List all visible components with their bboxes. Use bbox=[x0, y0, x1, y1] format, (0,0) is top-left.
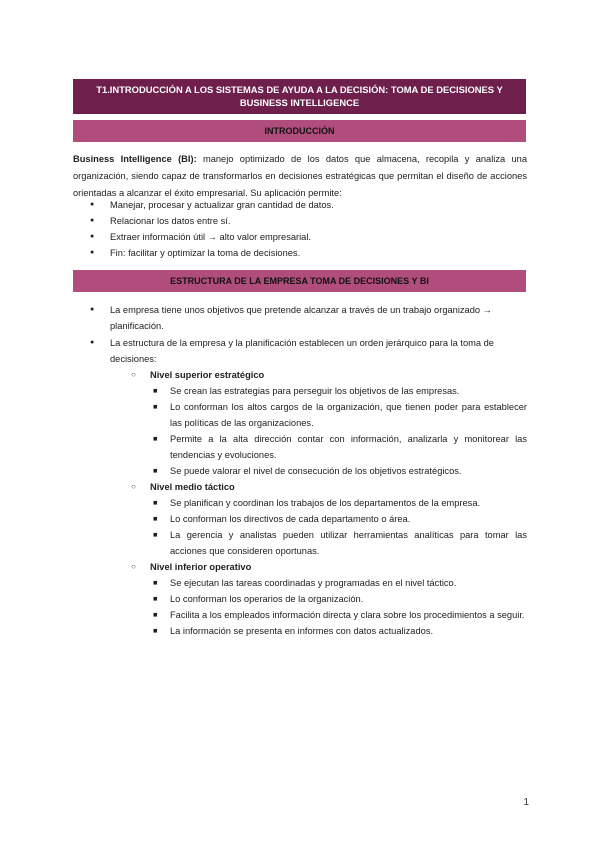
list-item: ● Relacionar los datos entre sí. bbox=[73, 213, 527, 229]
list-item: ■ Lo conforman los directivos de cada departamento o área. bbox=[150, 511, 527, 527]
level-tactico bbox=[130, 479, 527, 559]
list-item-text: La estructura de la empresa y la planificación establecen un orden jerárquico para la toma de decisiones: bbox=[110, 338, 494, 364]
intro-paragraph bbox=[73, 151, 527, 202]
document-title: T1.INTRODUCCIÓN A LOS SISTEMAS DE AYUDA A LA DECISIÓN: TOMA DE DECISIONES Y BUSINESS INTELLIGENCE bbox=[73, 79, 526, 114]
level-estrategico bbox=[130, 367, 527, 479]
section-heading-introduccion: INTRODUCCIÓN bbox=[73, 120, 526, 142]
intro-definition: manejo optimizado de los datos que almacena, recopila y analiza una organización, siendo capaz de transformarlos en decisiones estratégicas que permitan el diseño de acciones orientadas a alcanzar el éxito empresarial. Su aplicación permite: bbox=[73, 154, 527, 198]
list-item: ■ Se puede valorar el nivel de consecución de los objetivos estratégicos. bbox=[150, 463, 527, 479]
intro-bullet-list bbox=[73, 197, 527, 261]
list-item: ■ La gerencia y analistas pueden utilizar herramientas analíticas para tomar las acciones que consideren oportunas. bbox=[150, 527, 527, 559]
level-list bbox=[130, 367, 527, 639]
level-label: ○ Nivel superior estratégico bbox=[150, 370, 265, 380]
list-item: ■ Lo conforman los altos cargos de la organización, que tienen poder para establecer las políticas de las organizaciones. bbox=[150, 399, 527, 431]
level-operativo bbox=[130, 559, 527, 639]
level-items bbox=[150, 383, 527, 479]
list-item: ■ Se crean las estrategias para perseguir los objetivos de las empresas. bbox=[150, 383, 527, 399]
level-label: ○ Nivel inferior operativo bbox=[150, 562, 252, 572]
list-item: ■ Se ejecutan las tareas coordinadas y programadas en el nivel táctico. bbox=[150, 575, 527, 591]
list-item: ■ Lo conforman los operarios de la organización. bbox=[150, 591, 527, 607]
level-items bbox=[150, 495, 527, 559]
estructura-bullet-list bbox=[73, 302, 527, 639]
list-item: ● Fin: facilitar y optimizar la toma de decisiones. bbox=[73, 245, 527, 261]
list-item: ● La empresa tiene unos objetivos que pretende alcanzar a través de un trabajo organizado → planificación. bbox=[73, 302, 527, 334]
list-item: ■ Permite a la alta dirección contar con información, analizarla y monitorear las tendencias y evoluciones. bbox=[150, 431, 527, 463]
list-item: ● Manejar, procesar y actualizar gran cantidad de datos. bbox=[73, 197, 527, 213]
list-item: ● Extraer información útil → alto valor empresarial. bbox=[73, 229, 527, 245]
list-item bbox=[73, 335, 527, 639]
level-label: ○ Nivel medio táctico bbox=[150, 482, 235, 492]
list-item: ■ Facilita a los empleados información directa y clara sobre los procedimientos a seguir. bbox=[150, 607, 527, 623]
list-item: ■ Se planifican y coordinan los trabajos de los departamentos de la empresa. bbox=[150, 495, 527, 511]
level-items bbox=[150, 575, 527, 639]
section-heading-estructura: ESTRUCTURA DE LA EMPRESA TOMA DE DECISIONES Y BI bbox=[73, 270, 526, 292]
list-item: ■ La información se presenta en informes con datos actualizados. bbox=[150, 623, 527, 639]
page-number: 1 bbox=[523, 797, 529, 808]
intro-term: Business Intelligence (BI): bbox=[73, 154, 197, 164]
